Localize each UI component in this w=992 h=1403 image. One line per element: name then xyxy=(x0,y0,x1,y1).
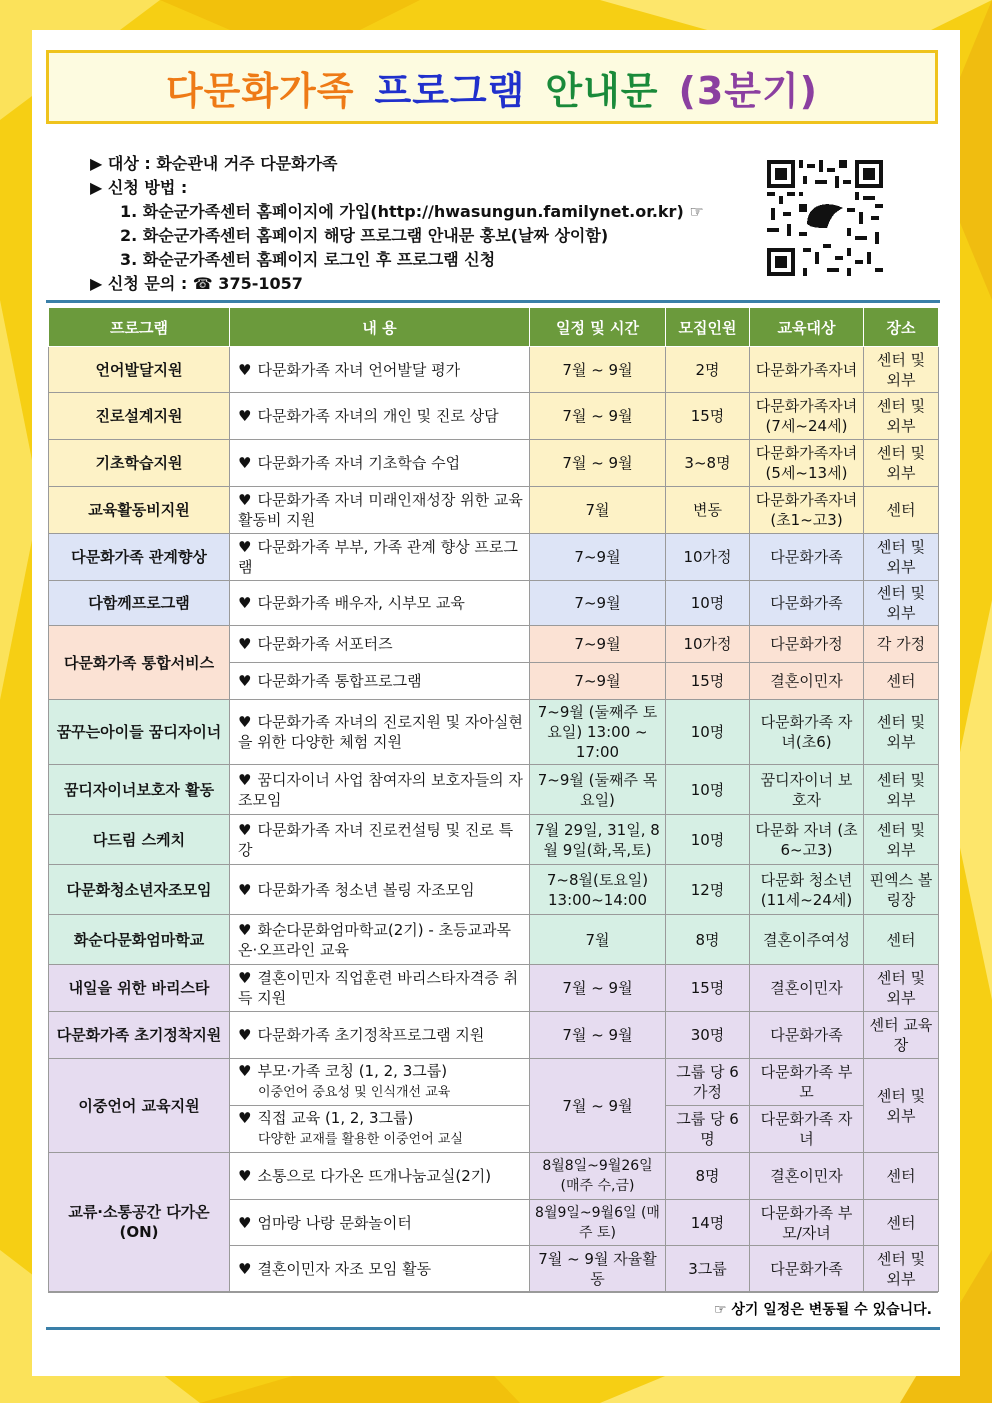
program-count: 10가정 xyxy=(666,626,750,663)
program-schedule: 7월 ~ 9월 xyxy=(530,440,666,487)
program-name: 이중언어 교육지원 xyxy=(49,1059,230,1153)
heart-icon: ♥ xyxy=(238,880,252,899)
schedule-change-note: ☞ 상기 일정은 변동될 수 있습니다. xyxy=(48,1292,938,1327)
program-target: 다문화가족 자녀(초6) xyxy=(750,700,864,765)
program-name: 내일을 위한 바리스타 xyxy=(49,965,230,1012)
heart-icon: ♥ xyxy=(238,1259,252,1278)
program-schedule: 7~9월 xyxy=(530,626,666,663)
program-place: 센터 xyxy=(864,663,939,700)
program-count: 3~8명 xyxy=(666,440,750,487)
program-place: 센터 xyxy=(864,915,939,965)
program-count: 14명 xyxy=(666,1200,750,1246)
heart-icon: ♥ xyxy=(238,1167,252,1185)
table-row xyxy=(49,1153,939,1200)
program-content: ♥ 다문화가족 자녀의 개인 및 진로 상담 xyxy=(230,393,530,440)
heart-icon: ♥ xyxy=(238,594,252,612)
program-schedule: 7월 ~ 9월 xyxy=(530,1012,666,1059)
heart-icon: ♥ xyxy=(238,360,252,379)
program-name: 다문화가족 초기정착지원 xyxy=(49,1012,230,1059)
program-schedule: 7월 29일, 31일, 8월 9일(화,목,토) xyxy=(530,815,666,865)
program-target: 다문화가족 xyxy=(750,581,864,626)
program-target: 결혼이민자 xyxy=(750,1153,864,1200)
table-row xyxy=(49,965,939,1012)
program-target: 다문화가족자녀 (초1~고3) xyxy=(750,487,864,534)
program-place: 센터 xyxy=(864,487,939,534)
program-content: ♥ 다문화가족 배우자, 시부모 교육 xyxy=(230,581,530,626)
program-schedule: 7월 xyxy=(530,487,666,534)
program-name: 진로설계지원 xyxy=(49,393,230,440)
program-count: 8명 xyxy=(666,915,750,965)
program-content: ♥ 다문화가족 자녀 미래인재성장 위한 교육활동비 지원 xyxy=(230,487,530,534)
heart-icon: ♥ xyxy=(238,969,252,987)
program-content: ♥ 다문화가족 초기정착프로그램 지원 xyxy=(230,1012,530,1059)
table-row xyxy=(49,865,939,915)
program-content: ♥ 화순다문화엄마학교(2기) - 초등교과목 온·오프라인 교육 xyxy=(230,915,530,965)
table-row xyxy=(49,765,939,815)
table-row xyxy=(49,1059,939,1106)
info-step-3: 3. 화순군가족센터 홈페이지 로그인 후 프로그램 신청 xyxy=(120,250,496,269)
program-schedule: 7월 ~ 9월 xyxy=(530,347,666,393)
info-step-1[interactable]: 1. 화순군가족센터 홈페이지에 가입(http://hwasungun.familynet.or.kr) ☞ xyxy=(120,202,704,221)
program-schedule: 7~9월 xyxy=(530,534,666,581)
program-schedule: 8월8일~9월26일 (매주 수,금) xyxy=(530,1153,666,1200)
program-name: 꿈디자이너보호자 활동 xyxy=(49,765,230,815)
title-part-1: 다문화가족 xyxy=(165,68,355,113)
program-content: ♥ 부모·가족 코칭 (1, 2, 3그룹) 이중언어 중요성 및 인식개선 교육 xyxy=(230,1059,530,1106)
col-header-program: 프로그램 xyxy=(49,308,230,347)
title-part-3: 안내문 xyxy=(545,68,659,113)
program-place: 센터 및 외부 xyxy=(864,1246,939,1292)
program-content: ♥ 직접 교육 (1, 2, 3그룹) 다양한 교재를 활용한 이중언어 교실 xyxy=(230,1106,530,1153)
program-count: 15명 xyxy=(666,965,750,1012)
heart-icon: ♥ xyxy=(238,713,252,731)
program-content: ♥ 다문화가족 자녀 언어발달 평가 xyxy=(230,347,530,393)
program-content: ♥ 엄마랑 나랑 문화놀이터 xyxy=(230,1200,530,1246)
program-table-wrapper xyxy=(46,300,940,1330)
program-count: 8명 xyxy=(666,1153,750,1200)
program-target: 다문화 자녀 (초6~고3) xyxy=(750,815,864,865)
heart-icon: ♥ xyxy=(238,1026,252,1044)
heart-icon: ♥ xyxy=(238,491,252,509)
program-count: 그룹 당 6가정 xyxy=(666,1059,750,1106)
program-schedule: 7~9월 (둘째주 목요일) xyxy=(530,765,666,815)
program-target: 다문화가정 xyxy=(750,626,864,663)
program-place: 센터 및 외부 xyxy=(864,440,939,487)
program-count: 변동 xyxy=(666,487,750,534)
program-target: 다문화가족 부모 xyxy=(750,1059,864,1106)
program-name: 꿈꾸는아이들 꿈디자이너 xyxy=(49,700,230,765)
program-name: 화순다문화엄마학교 xyxy=(49,915,230,965)
program-table xyxy=(48,307,939,1292)
table-row xyxy=(49,815,939,865)
program-content: ♥ 결혼이민자 자조 모임 활동 xyxy=(230,1246,530,1292)
program-count: 10명 xyxy=(666,581,750,626)
program-place: 센터 및 외부 xyxy=(864,581,939,626)
table-row xyxy=(49,534,939,581)
program-name: 언어발달지원 xyxy=(49,347,230,393)
program-place: 센터 및 외부 xyxy=(864,1059,939,1153)
program-name: 다문화청소년자조모임 xyxy=(49,865,230,915)
qr-code-icon[interactable] xyxy=(767,160,883,276)
program-content: ♥ 소통으로 다가온 뜨개나눔교실(2기) xyxy=(230,1153,530,1200)
heart-icon: ♥ xyxy=(238,1109,252,1127)
table-row xyxy=(49,700,939,765)
heart-icon: ♥ xyxy=(238,635,252,653)
col-header-count: 모집인원 xyxy=(666,308,750,347)
program-place: 센터 및 외부 xyxy=(864,393,939,440)
title-part-4: (3분기) xyxy=(678,68,819,113)
program-target: 다문화 청소년 (11세~24세) xyxy=(750,865,864,915)
program-content: ♥ 다문화가족 통합프로그램 xyxy=(230,663,530,700)
program-place: 센터 및 외부 xyxy=(864,534,939,581)
heart-icon: ♥ xyxy=(238,770,252,789)
program-schedule: 7월 ~ 9월 xyxy=(530,393,666,440)
program-name: 다드림 스케치 xyxy=(49,815,230,865)
program-name: 교류·소통공간 다가온(ON) xyxy=(49,1153,230,1292)
program-count: 10명 xyxy=(666,815,750,865)
heart-icon: ♥ xyxy=(238,920,252,939)
program-count: 15명 xyxy=(666,663,750,700)
program-content: ♥ 다문화가족 서포터즈 xyxy=(230,626,530,663)
program-content: ♥ 결혼이민자 직업훈련 바리스타자격증 취득 지원 xyxy=(230,965,530,1012)
program-target: 결혼이민자 xyxy=(750,663,864,700)
program-place: 센터 및 외부 xyxy=(864,700,939,765)
program-count: 3그룹 xyxy=(666,1246,750,1292)
program-place: 핀엑스 볼링장 xyxy=(864,865,939,915)
program-target: 다문화가족자녀 (7세~24세) xyxy=(750,393,864,440)
program-target: 다문화가족자녀 xyxy=(750,347,864,393)
program-name: 기초학습지원 xyxy=(49,440,230,487)
program-schedule: 7월 ~ 9월 자율활동 xyxy=(530,1246,666,1292)
program-target: 다문화가족 부모/자녀 xyxy=(750,1200,864,1246)
program-name: 다함께프로그램 xyxy=(49,581,230,626)
program-place: 각 가정 xyxy=(864,626,939,663)
info-target: ▶ 대상 : 화순관내 거주 다문화가족 xyxy=(90,154,338,173)
table-row xyxy=(49,393,939,440)
heart-icon: ♥ xyxy=(238,672,252,690)
heart-icon: ♥ xyxy=(238,1062,252,1080)
program-count: 2명 xyxy=(666,347,750,393)
table-row xyxy=(49,626,939,663)
table-row xyxy=(49,347,939,393)
heart-icon: ♥ xyxy=(238,820,252,839)
program-place: 센터 교육장 xyxy=(864,1012,939,1059)
info-block xyxy=(90,152,750,296)
program-count: 그룹 당 6명 xyxy=(666,1106,750,1153)
program-target: 꿈디자이너 보호자 xyxy=(750,765,864,815)
heart-icon: ♥ xyxy=(238,407,252,425)
info-method: ▶ 신청 방법 : xyxy=(90,178,188,197)
program-name: 다문화가족 관계향상 xyxy=(49,534,230,581)
program-content: ♥ 다문화가족 청소년 볼링 자조모임 xyxy=(230,865,530,915)
program-target: 다문화가족 xyxy=(750,1012,864,1059)
col-header-place: 장소 xyxy=(864,308,939,347)
program-place: 센터 및 외부 xyxy=(864,815,939,865)
program-content: ♥ 다문화가족 부부, 가족 관계 향상 프로그램 xyxy=(230,534,530,581)
program-count: 10명 xyxy=(666,765,750,815)
heart-icon: ♥ xyxy=(238,538,252,556)
program-schedule: 7월 xyxy=(530,915,666,965)
info-contact: ▶ 신청 문의 : ☎ 375-1057 xyxy=(90,274,303,293)
program-name: 교육활동비지원 xyxy=(49,487,230,534)
program-count: 10가정 xyxy=(666,534,750,581)
program-target: 다문화가족 자녀 xyxy=(750,1106,864,1153)
program-schedule: 7월 ~ 9월 xyxy=(530,1059,666,1153)
heart-icon: ♥ xyxy=(238,454,252,472)
col-header-target: 교육대상 xyxy=(750,308,864,347)
program-target: 다문화가족 xyxy=(750,534,864,581)
table-row xyxy=(49,1012,939,1059)
program-place: 센터 및 외부 xyxy=(864,765,939,815)
heart-icon: ♥ xyxy=(238,1213,252,1232)
program-content-sub: 이중언어 중요성 및 인식개선 교육 xyxy=(258,1085,451,1100)
page-title xyxy=(46,50,938,124)
program-place: 센터 xyxy=(864,1153,939,1200)
program-target: 결혼이주여성 xyxy=(750,915,864,965)
program-target: 결혼이민자 xyxy=(750,965,864,1012)
col-header-schedule: 일정 및 시간 xyxy=(530,308,666,347)
col-header-content: 내 용 xyxy=(230,308,530,347)
program-content: ♥ 다문화가족 자녀 기초학습 수업 xyxy=(230,440,530,487)
program-content: ♥ 꿈디자이너 사업 참여자의 보호자들의 자조모임 xyxy=(230,765,530,815)
program-place: 센터 및 외부 xyxy=(864,965,939,1012)
program-schedule: 7~9월 xyxy=(530,581,666,626)
table-header-row xyxy=(49,308,939,347)
program-target: 다문화가족 xyxy=(750,1246,864,1292)
title-part-2: 프로그램 xyxy=(374,68,526,113)
program-schedule: 7~9월 (둘째주 토요일) 13:00 ~ 17:00 xyxy=(530,700,666,765)
table-row xyxy=(49,915,939,965)
program-count: 10명 xyxy=(666,700,750,765)
program-target: 다문화가족자녀 (5세~13세) xyxy=(750,440,864,487)
program-schedule: 7~8월(토요일) 13:00~14:00 xyxy=(530,865,666,915)
info-step-2: 2. 화순군가족센터 홈페이지 해당 프로그램 안내문 홍보(날짜 상이함) xyxy=(120,226,609,245)
program-count: 30명 xyxy=(666,1012,750,1059)
program-schedule: 8월9일~9월6일 (매주 토) xyxy=(530,1200,666,1246)
program-schedule: 7~9월 xyxy=(530,663,666,700)
program-place: 센터 xyxy=(864,1200,939,1246)
program-schedule: 7월 ~ 9월 xyxy=(530,965,666,1012)
program-name: 다문화가족 통합서비스 xyxy=(49,626,230,700)
program-content: ♥ 다문화가족 자녀의 진로지원 및 자아실현을 위한 다양한 체험 지원 xyxy=(230,700,530,765)
table-row xyxy=(49,581,939,626)
program-content-sub: 다양한 교재를 활용한 이중언어 교실 xyxy=(258,1132,463,1147)
table-row xyxy=(49,440,939,487)
table-row xyxy=(49,487,939,534)
program-count: 12명 xyxy=(666,865,750,915)
program-content: ♥ 다문화가족 자녀 진로컨설팅 및 진로 특강 xyxy=(230,815,530,865)
program-place: 센터 및 외부 xyxy=(864,347,939,393)
program-count: 15명 xyxy=(666,393,750,440)
